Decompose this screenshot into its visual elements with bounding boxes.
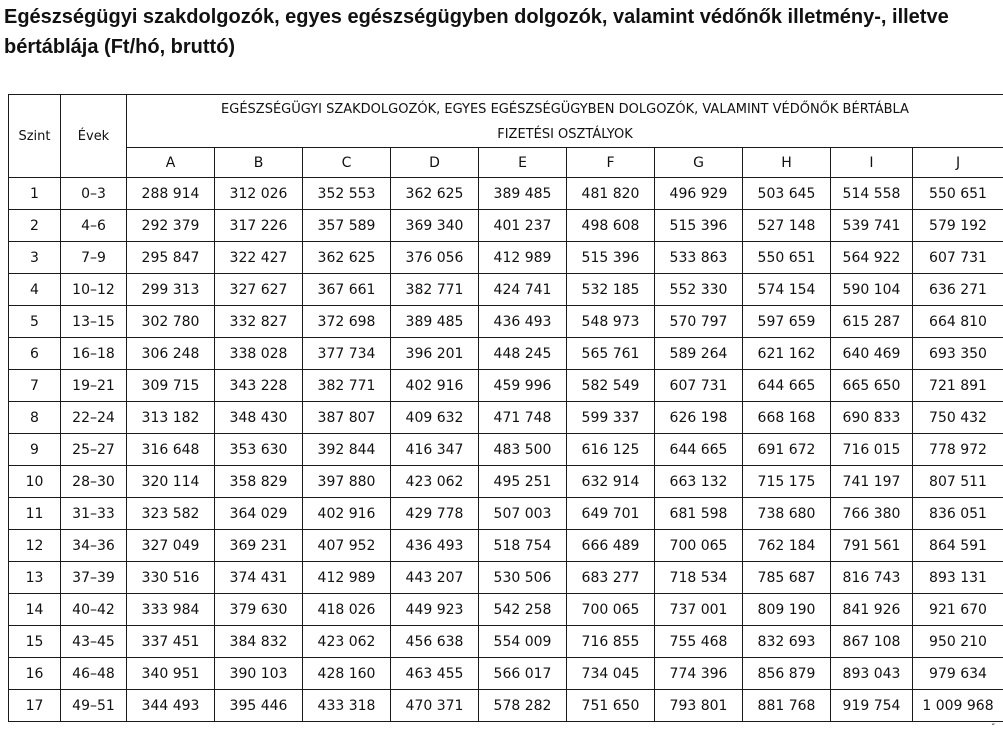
salary-cell: 921 670 <box>913 594 1003 626</box>
salary-cell: 495 251 <box>479 466 567 498</box>
salary-cell: 358 829 <box>215 466 303 498</box>
salary-cell: 449 923 <box>391 594 479 626</box>
salary-cell: 590 104 <box>831 274 913 306</box>
salary-cell: 503 645 <box>743 178 831 210</box>
salary-cell: 515 396 <box>567 242 655 274</box>
salary-table-body <box>9 178 1003 722</box>
salary-cell: 716 015 <box>831 434 913 466</box>
salary-cell: 791 561 <box>831 530 913 562</box>
salary-cell: 322 427 <box>215 242 303 274</box>
salary-cell: 387 807 <box>303 402 391 434</box>
salary-cell: 564 922 <box>831 242 913 274</box>
salary-cell: 374 431 <box>215 562 303 594</box>
class-header-e: E <box>479 148 567 178</box>
class-header-d: D <box>391 148 479 178</box>
level-cell: 7 <box>9 370 61 402</box>
years-cell: 0–3 <box>61 178 127 210</box>
salary-cell: 323 582 <box>127 498 215 530</box>
salary-cell: 979 634 <box>913 658 1003 690</box>
corner-mark: ″ <box>992 724 995 732</box>
level-cell: 11 <box>9 498 61 530</box>
salary-cell: 313 182 <box>127 402 215 434</box>
years-cell: 19–21 <box>61 370 127 402</box>
salary-cell: 376 056 <box>391 242 479 274</box>
salary-cell: 950 210 <box>913 626 1003 658</box>
salary-cell: 514 558 <box>831 178 913 210</box>
salary-cell: 348 430 <box>215 402 303 434</box>
group-subtitle-row <box>9 122 1003 148</box>
salary-cell: 483 500 <box>479 434 567 466</box>
salary-cell: 755 468 <box>655 626 743 658</box>
level-cell: 17 <box>9 690 61 722</box>
table-row <box>9 370 1003 402</box>
salary-cell: 470 371 <box>391 690 479 722</box>
salary-cell: 463 455 <box>391 658 479 690</box>
salary-cell: 542 258 <box>479 594 567 626</box>
class-header-b: B <box>215 148 303 178</box>
years-cell: 37–39 <box>61 562 127 594</box>
salary-cell: 353 630 <box>215 434 303 466</box>
years-cell: 34–36 <box>61 530 127 562</box>
salary-cell: 741 197 <box>831 466 913 498</box>
class-header-j: J <box>913 148 1003 178</box>
salary-cell: 309 715 <box>127 370 215 402</box>
level-cell: 8 <box>9 402 61 434</box>
level-cell: 3 <box>9 242 61 274</box>
salary-cell: 498 608 <box>567 210 655 242</box>
table-row <box>9 210 1003 242</box>
salary-cell: 793 801 <box>655 690 743 722</box>
level-cell: 5 <box>9 306 61 338</box>
salary-cell: 816 743 <box>831 562 913 594</box>
salary-cell: 418 026 <box>303 594 391 626</box>
salary-cell: 632 914 <box>567 466 655 498</box>
table-row <box>9 402 1003 434</box>
table-row <box>9 274 1003 306</box>
salary-cell: 340 951 <box>127 658 215 690</box>
salary-cell: 737 001 <box>655 594 743 626</box>
salary-cell: 377 734 <box>303 338 391 370</box>
salary-cell: 481 820 <box>567 178 655 210</box>
salary-cell: 554 009 <box>479 626 567 658</box>
salary-cell: 582 549 <box>567 370 655 402</box>
salary-cell: 327 627 <box>215 274 303 306</box>
salary-cell: 352 553 <box>303 178 391 210</box>
salary-cell: 550 651 <box>743 242 831 274</box>
salary-cell: 644 665 <box>655 434 743 466</box>
salary-cell: 443 207 <box>391 562 479 594</box>
salary-cell: 663 132 <box>655 466 743 498</box>
salary-cell: 539 741 <box>831 210 913 242</box>
salary-cell: 330 516 <box>127 562 215 594</box>
salary-cell: 369 231 <box>215 530 303 562</box>
years-cell: 28–30 <box>61 466 127 498</box>
salary-cell: 357 589 <box>303 210 391 242</box>
salary-cell: 668 168 <box>743 402 831 434</box>
salary-cell: 382 771 <box>391 274 479 306</box>
page-title: Egészségügyi szakdolgozók, egyes egészségügyben dolgozók, valamint védőnők illetmény-, illetve bértáblája (Ft/hó, bruttó) <box>4 2 994 62</box>
salary-cell: 841 926 <box>831 594 913 626</box>
salary-cell: 402 916 <box>391 370 479 402</box>
salary-cell: 317 226 <box>215 210 303 242</box>
years-cell: 49–51 <box>61 690 127 722</box>
salary-cell: 616 125 <box>567 434 655 466</box>
salary-cell: 664 810 <box>913 306 1003 338</box>
salary-cell: 288 914 <box>127 178 215 210</box>
salary-cell: 416 347 <box>391 434 479 466</box>
salary-cell: 919 754 <box>831 690 913 722</box>
salary-cell: 566 017 <box>479 658 567 690</box>
salary-cell: 690 833 <box>831 402 913 434</box>
salary-cell: 552 330 <box>655 274 743 306</box>
salary-cell: 649 701 <box>567 498 655 530</box>
salary-cell: 306 248 <box>127 338 215 370</box>
salary-cell: 429 778 <box>391 498 479 530</box>
salary-cell: 397 880 <box>303 466 391 498</box>
class-header-c: C <box>303 148 391 178</box>
table-row <box>9 594 1003 626</box>
years-cell: 16–18 <box>61 338 127 370</box>
salary-cell: 428 160 <box>303 658 391 690</box>
salary-cell: 607 731 <box>913 242 1003 274</box>
salary-cell: 774 396 <box>655 658 743 690</box>
salary-cell: 496 929 <box>655 178 743 210</box>
salary-cell: 751 650 <box>567 690 655 722</box>
table-row <box>9 690 1003 722</box>
salary-cell: 644 665 <box>743 370 831 402</box>
salary-cell: 343 228 <box>215 370 303 402</box>
salary-cell: 389 485 <box>391 306 479 338</box>
class-header-f: F <box>567 148 655 178</box>
salary-cell: 856 879 <box>743 658 831 690</box>
salary-cell: 691 672 <box>743 434 831 466</box>
salary-cell: 778 972 <box>913 434 1003 466</box>
salary-cell: 389 485 <box>479 178 567 210</box>
salary-cell: 372 698 <box>303 306 391 338</box>
table-row <box>9 658 1003 690</box>
salary-cell: 762 184 <box>743 530 831 562</box>
salary-cell: 327 049 <box>127 530 215 562</box>
salary-cell: 867 108 <box>831 626 913 658</box>
salary-cell: 433 318 <box>303 690 391 722</box>
salary-cell: 881 768 <box>743 690 831 722</box>
years-cell: 7–9 <box>61 242 127 274</box>
salary-cell: 299 313 <box>127 274 215 306</box>
salary-cell: 424 741 <box>479 274 567 306</box>
salary-cell: 621 162 <box>743 338 831 370</box>
class-header-a: A <box>127 148 215 178</box>
years-cell: 40–42 <box>61 594 127 626</box>
salary-cell: 893 131 <box>913 562 1003 594</box>
salary-cell: 344 493 <box>127 690 215 722</box>
class-header-row <box>9 148 1003 178</box>
salary-cell: 700 065 <box>655 530 743 562</box>
salary-cell: 384 832 <box>215 626 303 658</box>
salary-cell: 666 489 <box>567 530 655 562</box>
salary-cell: 532 185 <box>567 274 655 306</box>
salary-cell: 700 065 <box>567 594 655 626</box>
salary-cell: 337 451 <box>127 626 215 658</box>
level-cell: 1 <box>9 178 61 210</box>
salary-cell: 316 648 <box>127 434 215 466</box>
table-row <box>9 498 1003 530</box>
salary-cell: 456 638 <box>391 626 479 658</box>
salary-cell: 716 855 <box>567 626 655 658</box>
salary-cell: 295 847 <box>127 242 215 274</box>
salary-cell: 412 989 <box>303 562 391 594</box>
salary-cell: 565 761 <box>567 338 655 370</box>
class-header-g: G <box>655 148 743 178</box>
salary-cell: 364 029 <box>215 498 303 530</box>
salary-cell: 681 598 <box>655 498 743 530</box>
level-cell: 12 <box>9 530 61 562</box>
level-cell: 16 <box>9 658 61 690</box>
table-row <box>9 434 1003 466</box>
salary-cell: 599 337 <box>567 402 655 434</box>
class-header-i: I <box>831 148 913 178</box>
salary-cell: 333 984 <box>127 594 215 626</box>
salary-cell: 367 661 <box>303 274 391 306</box>
salary-cell: 693 350 <box>913 338 1003 370</box>
salary-cell: 292 379 <box>127 210 215 242</box>
salary-cell: 338 028 <box>215 338 303 370</box>
salary-cell: 665 650 <box>831 370 913 402</box>
years-cell: 46–48 <box>61 658 127 690</box>
salary-cell: 423 062 <box>303 626 391 658</box>
salary-cell: 407 952 <box>303 530 391 562</box>
years-cell: 13–15 <box>61 306 127 338</box>
salary-cell: 607 731 <box>655 370 743 402</box>
salary-cell: 570 797 <box>655 306 743 338</box>
salary-cell: 382 771 <box>303 370 391 402</box>
salary-cell: 390 103 <box>215 658 303 690</box>
salary-table <box>8 94 1003 722</box>
salary-cell: 832 693 <box>743 626 831 658</box>
level-cell: 2 <box>9 210 61 242</box>
salary-cell: 332 827 <box>215 306 303 338</box>
salary-cell: 395 446 <box>215 690 303 722</box>
salary-cell: 362 625 <box>391 178 479 210</box>
table-row <box>9 626 1003 658</box>
salary-cell: 750 432 <box>913 402 1003 434</box>
salary-cell: 302 780 <box>127 306 215 338</box>
salary-cell: 578 282 <box>479 690 567 722</box>
salary-cell: 507 003 <box>479 498 567 530</box>
salary-cell: 471 748 <box>479 402 567 434</box>
salary-cell: 409 632 <box>391 402 479 434</box>
table-row <box>9 562 1003 594</box>
level-cell: 13 <box>9 562 61 594</box>
salary-cell: 369 340 <box>391 210 479 242</box>
salary-cell: 721 891 <box>913 370 1003 402</box>
level-cell: 6 <box>9 338 61 370</box>
salary-cell: 459 996 <box>479 370 567 402</box>
salary-cell: 738 680 <box>743 498 831 530</box>
salary-cell: 766 380 <box>831 498 913 530</box>
years-column-header: Évek <box>61 95 127 178</box>
salary-cell: 423 062 <box>391 466 479 498</box>
level-cell: 15 <box>9 626 61 658</box>
salary-cell: 412 989 <box>479 242 567 274</box>
level-cell: 4 <box>9 274 61 306</box>
salary-cell: 785 687 <box>743 562 831 594</box>
salary-cell: 589 264 <box>655 338 743 370</box>
years-cell: 25–27 <box>61 434 127 466</box>
level-cell: 10 <box>9 466 61 498</box>
salary-cell: 807 511 <box>913 466 1003 498</box>
salary-cell: 533 863 <box>655 242 743 274</box>
salary-cell: 530 506 <box>479 562 567 594</box>
salary-cell: 392 844 <box>303 434 391 466</box>
level-cell: 14 <box>9 594 61 626</box>
salary-cell: 320 114 <box>127 466 215 498</box>
salary-cell: 362 625 <box>303 242 391 274</box>
group-subtitle: FIZETÉSI OSZTÁLYOK <box>127 122 1003 148</box>
salary-cell: 1 009 968 <box>913 690 1003 722</box>
years-cell: 4–6 <box>61 210 127 242</box>
salary-cell: 436 493 <box>479 306 567 338</box>
salary-cell: 715 175 <box>743 466 831 498</box>
salary-cell: 515 396 <box>655 210 743 242</box>
salary-cell: 548 973 <box>567 306 655 338</box>
table-row <box>9 306 1003 338</box>
salary-cell: 636 271 <box>913 274 1003 306</box>
table-row <box>9 178 1003 210</box>
salary-cell: 579 192 <box>913 210 1003 242</box>
salary-cell: 527 148 <box>743 210 831 242</box>
salary-cell: 312 026 <box>215 178 303 210</box>
salary-cell: 836 051 <box>913 498 1003 530</box>
level-column-header: Szint <box>9 95 61 178</box>
years-cell: 22–24 <box>61 402 127 434</box>
salary-cell: 550 651 <box>913 178 1003 210</box>
table-row <box>9 338 1003 370</box>
salary-cell: 379 630 <box>215 594 303 626</box>
salary-cell: 574 154 <box>743 274 831 306</box>
salary-cell: 597 659 <box>743 306 831 338</box>
salary-cell: 864 591 <box>913 530 1003 562</box>
salary-cell: 401 237 <box>479 210 567 242</box>
salary-cell: 436 493 <box>391 530 479 562</box>
table-row <box>9 530 1003 562</box>
salary-cell: 734 045 <box>567 658 655 690</box>
years-cell: 43–45 <box>61 626 127 658</box>
salary-cell: 396 201 <box>391 338 479 370</box>
years-cell: 31–33 <box>61 498 127 530</box>
group-title-row <box>9 95 1003 123</box>
salary-cell: 640 469 <box>831 338 913 370</box>
class-header-h: H <box>743 148 831 178</box>
table-row <box>9 466 1003 498</box>
salary-cell: 448 245 <box>479 338 567 370</box>
salary-cell: 683 277 <box>567 562 655 594</box>
salary-cell: 402 916 <box>303 498 391 530</box>
salary-cell: 718 534 <box>655 562 743 594</box>
salary-cell: 518 754 <box>479 530 567 562</box>
group-title: EGÉSZSÉGÜGYI SZAKDOLGOZÓK, EGYES EGÉSZSÉGÜGYBEN DOLGOZÓK, VALAMINT VÉDŐNŐK BÉRTÁBLA <box>127 95 1003 123</box>
years-cell: 10–12 <box>61 274 127 306</box>
salary-cell: 809 190 <box>743 594 831 626</box>
salary-cell: 626 198 <box>655 402 743 434</box>
table-row <box>9 242 1003 274</box>
salary-cell: 615 287 <box>831 306 913 338</box>
level-cell: 9 <box>9 434 61 466</box>
salary-cell: 893 043 <box>831 658 913 690</box>
